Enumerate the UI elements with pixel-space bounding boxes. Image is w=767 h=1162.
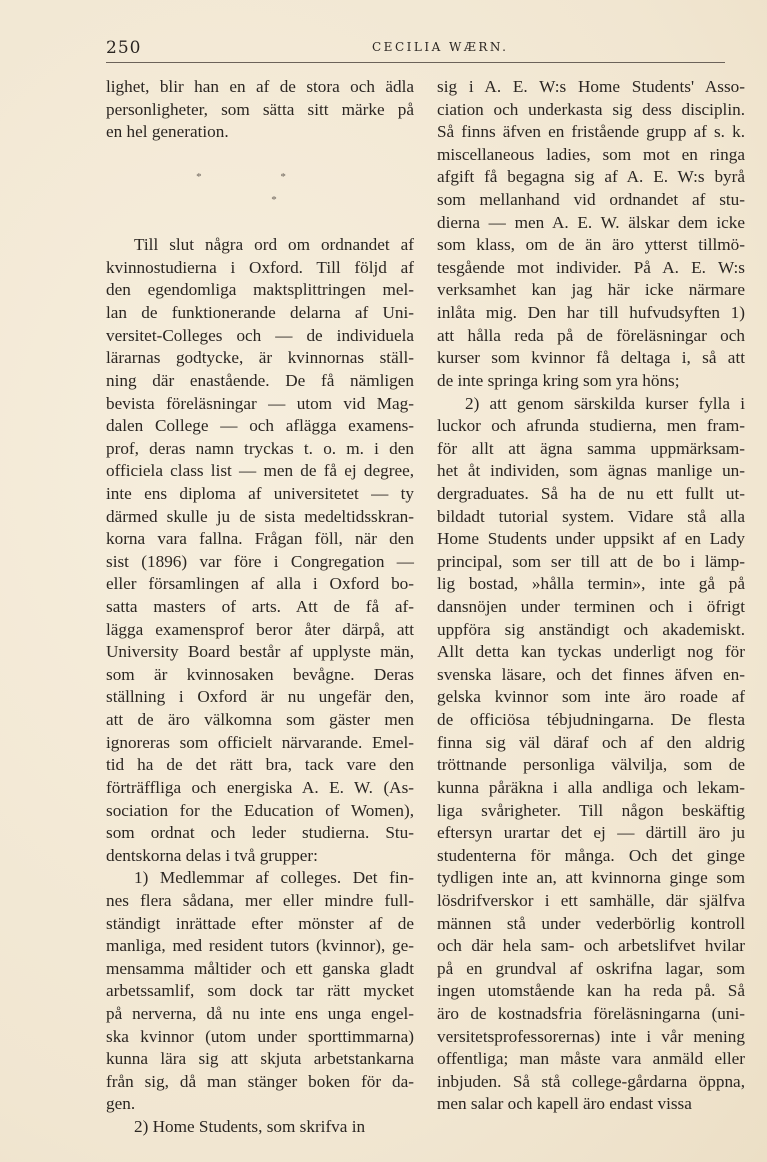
text-line: sig i A. E. W:s Home Students' Asso- xyxy=(437,77,745,96)
text-line: äro de kostnadsfria föreläsningarna (uni- xyxy=(437,1003,745,1023)
text-line: därmed skulle ju de sista medeltidsskran- xyxy=(106,506,414,526)
text-line: University Board består af upplyste män, xyxy=(106,642,414,662)
text-line: inlåta mig. Den har till hufvudsyften 1) xyxy=(437,303,745,323)
text-line: att de äro välkomna som gäster men xyxy=(106,710,414,730)
text-line: som är kvinnosaken bevågne. Deras xyxy=(106,664,414,684)
text-line: versitetsprofessorernas) inte i vår mening xyxy=(437,1026,745,1046)
text-line: lärarnas godtycke, är kvinnornas ställ- xyxy=(106,348,414,368)
text-line: dalen College — och aflägga examens- xyxy=(106,416,414,436)
text-line: kurser som kvinnor få deltaga i, så att xyxy=(437,348,745,368)
text-line: tid ha de det rätt bra, tack vare den xyxy=(106,755,414,775)
page-number: 250 xyxy=(106,38,142,58)
text-line: Allt detta kan tyckas underligt nog för xyxy=(437,642,745,662)
text-line: dierna — men A. E. W. älskar dem icke xyxy=(437,212,745,232)
text-line: lösdrifverskor i ett samhälle, där själfva xyxy=(437,890,745,910)
running-head: CECILIA WÆRN. xyxy=(372,40,509,54)
text-line: lig bostad, »hålla termin», inte gå på xyxy=(437,574,745,594)
text-line: förträffliga och energiska A. E. W. (As- xyxy=(106,777,414,797)
text-line: kvinnostudierna i Oxford. Till följd af xyxy=(106,257,414,277)
text-line: gelska kvinnor som inte äro roade af xyxy=(437,687,745,707)
text-line: som klass, om de än äro ytterst tillmö- xyxy=(437,235,745,255)
text-line: på en grundval af oskrifna lagar, som xyxy=(437,958,745,978)
text-line: arbetssamlif, som dock tar rätt mycket xyxy=(106,981,414,1001)
text-line: versitet-Colleges och — de individuela xyxy=(106,325,414,345)
text-line: mensamma måltider och ett ganska gladt xyxy=(106,958,414,978)
text-line: som mellanhand vid ordnandet af stu- xyxy=(437,190,745,210)
text-line: offentliga; man måste vara anmäld eller xyxy=(437,1049,745,1069)
text-line: den egendomliga maktsplittringen mel- xyxy=(106,280,414,300)
text-line: het åt individen, som ägnas manlige un- xyxy=(437,461,745,481)
text-line: kunna lära sig att skjuta arbetstankarna xyxy=(106,1049,414,1069)
header-rule xyxy=(106,62,725,63)
text-line: satta masters of arts. Att de få af- xyxy=(106,597,414,617)
text-line: Så finns äfven en fristående grupp af s. k. xyxy=(437,122,745,142)
text-line: studenterna för många. Och det ginge xyxy=(437,845,745,865)
text-line: som ordnat och leder studierna. Stu- xyxy=(106,823,414,843)
text-line: en hel generation. xyxy=(106,122,229,142)
text-line: och där hela sam- och arbetslifvet hvilar xyxy=(437,936,745,956)
text-line: manliga, med resident tutors (kvinnor), ge- xyxy=(106,936,414,956)
text-line: Home Students under uppsikt af en Lady xyxy=(437,529,745,549)
text-line: inbjuden. Så stå college-gårdarna öppna, xyxy=(437,1071,745,1091)
text-line: tydligen inte an, att kvinnorna ginge som xyxy=(437,868,745,888)
text-line: ciation och underkasta sig dess disciplin. xyxy=(437,99,745,119)
text-line: på nerverna, då nu inte ens unga engel- xyxy=(106,1003,414,1023)
text-line: verksamhet kan jag här icke närmare xyxy=(437,280,745,300)
text-line: för allt att ägna samma uppmärksam- xyxy=(437,438,745,458)
text-line: de officiösa tébjudningarna. De flesta xyxy=(437,710,745,730)
text-line: men salar och kapell äro endast vissa xyxy=(437,1094,692,1114)
text-line: kunna påräkna i alla andliga och lekam- xyxy=(437,777,745,797)
text-line: bevista föreläsningar — utom vid Mag- xyxy=(106,393,414,413)
text-line: 2) att genom särskilda kurser fylla i xyxy=(465,393,745,413)
text-line: bildadt tutorial system. Vidare stå alla xyxy=(437,506,745,526)
text-line xyxy=(106,144,414,167)
text-line: eftersyn urartar det ej — därtill äro ju xyxy=(437,823,745,843)
text-line: officiela class list — men de få ej degree, xyxy=(106,461,414,481)
text-line: inte ens diploma af universitetet — ty xyxy=(106,483,414,503)
text-line: lan de funktionerande delarna af Uni- xyxy=(106,303,414,323)
text-line: dansnöjen under terminen och i öfrigt xyxy=(437,597,745,617)
text-line: uppföra sig anständigt och akademiskt. xyxy=(437,619,745,639)
text-line: finna sig väl däraf och af den aldrig xyxy=(437,732,745,752)
text-line: nes flera sådana, mer eller mindre full- xyxy=(106,890,414,910)
text-line: sociation for the Education of Women), xyxy=(106,800,414,820)
text-line xyxy=(106,212,414,235)
text-line: principal, som ser till att de bo i lämp- xyxy=(437,551,745,571)
text-line: svenska läsare, och det finnes äfven en- xyxy=(437,664,745,684)
text-line: att hålla reda på de föreläsningar och xyxy=(437,325,745,345)
text-line: lägga examensprof beror åter därpå, att xyxy=(106,619,414,639)
text-line: personligheter, som sätta sitt märke på xyxy=(106,99,414,119)
text-line: * xyxy=(271,194,277,207)
text-line: luckor och afrunda studierna, men fram- xyxy=(437,416,745,436)
left-column xyxy=(106,76,414,1139)
text-line: männen stå under vederbörlig kontroll xyxy=(437,913,745,933)
text-line: från sig, då man stänger boken för da- xyxy=(106,1071,414,1091)
text-line: miscellaneous ladies, som mot en ringa xyxy=(437,144,745,164)
text-line: ning där enastående. De få nämligen xyxy=(106,370,414,390)
page-header xyxy=(106,38,725,62)
text-line: ständigt inrättade efter mönster af de xyxy=(106,913,414,933)
text-line: prof, deras namn tryckas t. o. m. i den xyxy=(106,438,414,458)
text-line: ignoreras som officielt närvarande. Emel- xyxy=(106,732,414,752)
text-line: dergraduates. Så ha de nu ett fullt ut- xyxy=(437,483,745,503)
text-line: ska kvinnor (utom under sporttimmarna) xyxy=(106,1026,414,1046)
text-line: Till slut några ord om ordnandet af xyxy=(134,235,414,255)
text-line: eller församlingen af alla i Oxford bo- xyxy=(106,574,414,594)
text-line: gen. xyxy=(106,1094,136,1114)
text-line: tesgående mot individer. På A. E. W:s xyxy=(437,257,745,277)
text-line: de inte springa kring som yra höns; xyxy=(437,370,680,390)
text-line: * * xyxy=(196,171,324,184)
right-column xyxy=(437,76,745,1116)
text-line: korna vara fallna. Frågan föll, när den xyxy=(106,529,414,549)
text-line: ställning i Oxford är nu ungefär den, xyxy=(106,687,414,707)
text-line: dentskorna delas i två grupper: xyxy=(106,845,318,865)
text-line: 1) Medlemmar af colleges. Det fin- xyxy=(134,868,414,888)
text-line: sist (1896) var före i Congregation — xyxy=(106,551,414,571)
text-line: lighet, blir han en af de stora och ädla xyxy=(106,77,414,96)
text-line: afgift få begagna sig af A. E. W:s byrå xyxy=(437,167,745,187)
text-line: tröttnande personliga välvilja, som de xyxy=(437,755,745,775)
text-line: ingen utomstående kan ha reda på. Så xyxy=(437,981,745,1001)
text-line: 2) Home Students, som skrifva in xyxy=(134,1117,366,1137)
text-line: liga svårigheter. Till någon beskäftig xyxy=(437,800,745,820)
